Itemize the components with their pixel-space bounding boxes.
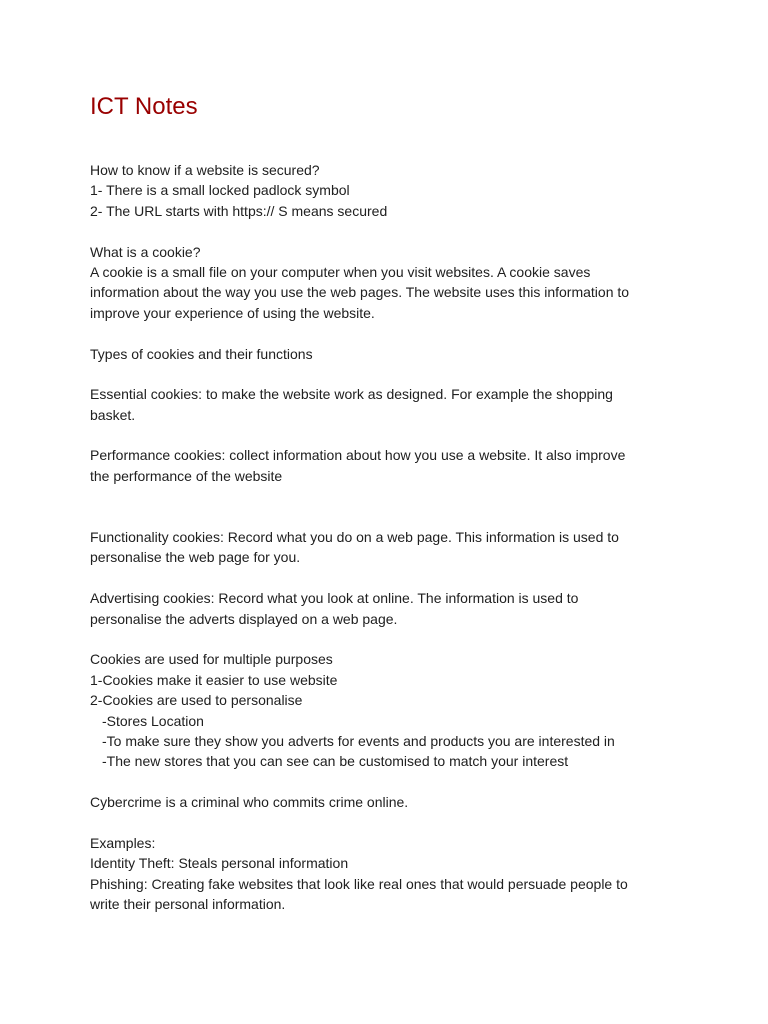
blank-line [90,323,690,343]
indented-text-line: -The new stores that you can see can be customised to match your interest [102,753,569,770]
text-line: basket. [90,406,136,423]
blank-line [90,486,690,506]
text-line: Identity Theft: Steals personal information [90,855,349,872]
blank-line [90,813,690,833]
text-line: Phishing: Creating fake websites that look like real ones that would persuade people to [90,875,628,892]
blank-line [90,568,690,588]
text-line: Functionality cookies: Record what you do on a web page. This information is used to [90,529,619,546]
blank-line [90,425,690,445]
text-line: improve your experience of using the website. [90,304,375,321]
document-body [90,160,690,914]
blank-line [90,629,690,649]
text-line: A cookie is a small file on your computer when you visit websites. A cookie saves [90,263,591,280]
blank-line [90,364,690,384]
text-line: personalise the web page for you. [90,549,301,566]
indented-text-line: -Stores Location [102,712,204,729]
text-line: Advertising cookies: Record what you look at online. The information is used to [90,590,579,607]
text-line: Performance cookies: collect information about how you use a website. It also improve [90,447,626,464]
text-line: Cybercrime is a criminal who commits crime online. [90,794,409,811]
blank-line [90,772,690,792]
blank-line [90,221,690,241]
text-line: personalise the adverts displayed on a web page. [90,610,398,627]
text-line: 1-Cookies make it easier to use website [90,671,338,688]
text-line: Cookies are used for multiple purposes [90,651,333,668]
text-line: Essential cookies: to make the website work as designed. For example the shopping [90,386,613,403]
text-line: Types of cookies and their functions [90,345,313,362]
text-line: information about the way you use the web pages. The website uses this information to [90,284,630,301]
text-line: the performance of the website [90,467,283,484]
text-line: 1- There is a small locked padlock symbol [90,182,350,199]
indented-text-line: -To make sure they show you adverts for events and products you are interested in [102,732,615,749]
blank-line [90,507,690,527]
text-line: 2-Cookies are used to personalise [90,692,303,709]
text-line: write their personal information. [90,896,286,913]
document-title: ICT Notes [90,93,198,120]
text-line: 2- The URL starts with https:// S means secured [90,202,388,219]
text-line: How to know if a website is secured? [90,162,320,178]
text-line: Examples: [90,834,156,851]
text-line: What is a cookie? [90,243,201,260]
